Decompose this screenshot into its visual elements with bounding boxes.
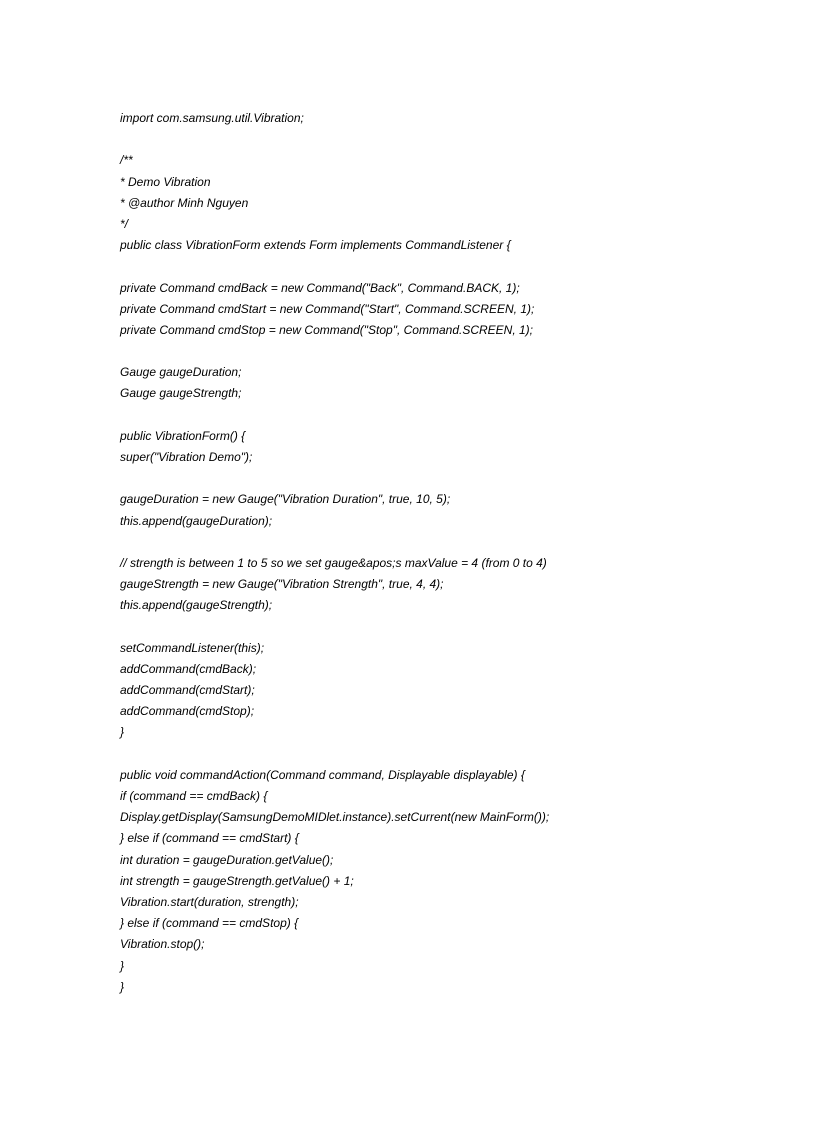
code-line: } else if (command == cmdStart) { xyxy=(120,831,299,846)
code-line: private Command cmdBack = new Command("Back", Command.BACK, 1); xyxy=(120,280,520,295)
code-line: } xyxy=(120,725,125,740)
code-line: gaugeStrength = new Gauge("Vibration Strength", true, 4, 4); xyxy=(120,577,444,592)
code-line: Display.getDisplay(SamsungDemoMIDlet.instance).setCurrent(new MainForm()); xyxy=(120,810,550,825)
code-line: * @author Minh Nguyen xyxy=(120,195,249,210)
code-line: gaugeDuration = new Gauge("Vibration Duration", true, 10, 5); xyxy=(120,492,451,507)
code-line xyxy=(120,532,780,553)
code-line xyxy=(120,341,780,362)
code-line: Vibration.stop(); xyxy=(120,937,205,952)
code-line: * Demo Vibration xyxy=(120,174,211,189)
code-line: /** xyxy=(120,153,133,168)
code-line: public VibrationForm() { xyxy=(120,428,246,443)
code-line: int duration = gaugeDuration.getValue(); xyxy=(120,852,334,867)
code-line: if (command == cmdBack) { xyxy=(120,789,268,803)
code-line xyxy=(120,744,780,765)
code-line: } xyxy=(120,958,125,973)
code-line xyxy=(120,617,780,638)
code-line xyxy=(120,256,780,277)
code-line: } xyxy=(120,979,125,994)
code-line: addCommand(cmdStart); xyxy=(120,683,255,698)
code-line: // strength is between 1 to 5 so we set gauge&apos;s maxValue = 4 (from 0 to 4) xyxy=(120,555,547,570)
code-line: Vibration.start(duration, strength); xyxy=(120,894,299,909)
code-line: private Command cmdStop = new Command("Stop", Command.SCREEN, 1); xyxy=(120,322,534,337)
code-line: int strength = gaugeStrength.getValue() + 1; xyxy=(120,873,354,888)
code-line: addCommand(cmdStop); xyxy=(120,704,255,719)
code-line: setCommandListener(this); xyxy=(120,640,265,655)
code-line: Gauge gaugeStrength; xyxy=(120,386,242,401)
code-line xyxy=(120,468,780,489)
code-line: this.append(gaugeDuration); xyxy=(120,513,273,528)
code-line: super("Vibration Demo"); xyxy=(120,450,253,464)
code-line: private Command cmdStart = new Command("Start", Command.SCREEN, 1); xyxy=(120,301,535,316)
code-line xyxy=(120,405,780,426)
code-line: this.append(gaugeStrength); xyxy=(120,598,273,613)
code-line: } else if (command == cmdStop) { xyxy=(120,916,299,931)
code-listing xyxy=(120,108,780,998)
code-line: public class VibrationForm extends Form implements CommandListener { xyxy=(120,238,511,253)
code-line: import com.samsung.util.Vibration; xyxy=(120,111,304,125)
code-line xyxy=(120,129,780,150)
code-line: public void commandAction(Command command, Displayable displayable) { xyxy=(120,767,525,782)
code-line: */ xyxy=(120,216,129,231)
code-line: Gauge gaugeDuration; xyxy=(120,365,242,380)
code-line: addCommand(cmdBack); xyxy=(120,661,257,676)
